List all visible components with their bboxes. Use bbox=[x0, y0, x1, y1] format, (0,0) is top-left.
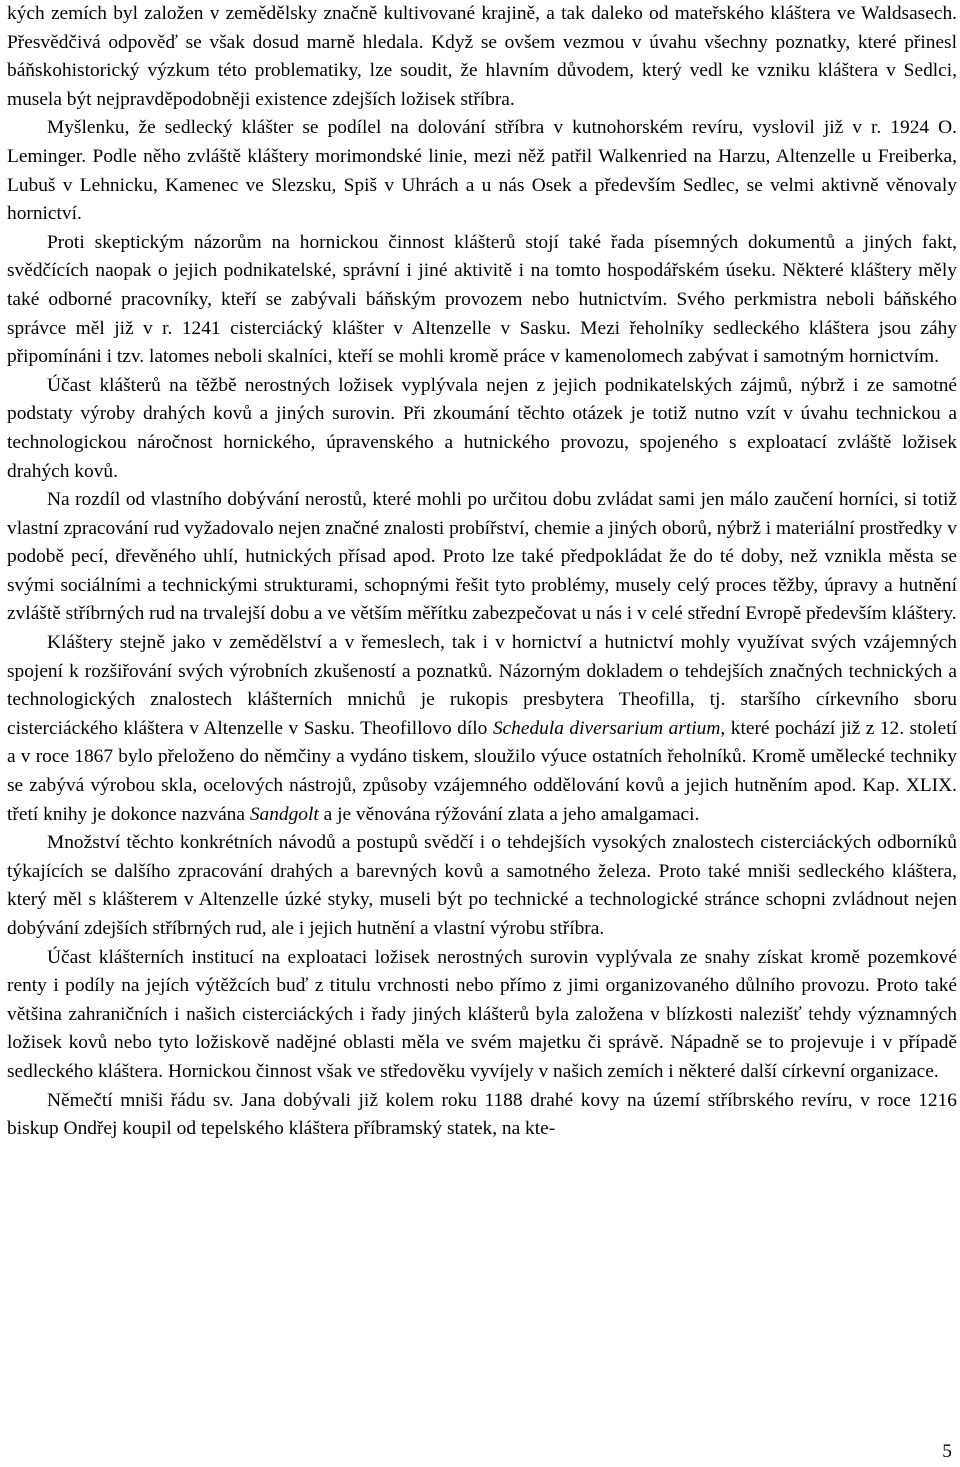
paragraph bbox=[7, 114, 957, 228]
paragraph bbox=[7, 0, 957, 114]
paragraph-text: Kláštery stejně jako v zemědělství a v řemeslech, tak i v hornictví a hutnictví mohly využívat svých vzájemných spojení k rozšiřování svých výrobních zkušeností a poznatků. Názorným dokladem o tehdejších značných technických a technologických znalostech klášterních mnichů je rukopis presbytera Theofilla, tj. staršího církevního sboru cisterciáckého kláštera v Altenzelle v Sasku. Theofillovo dílo bbox=[7, 632, 957, 739]
document-page bbox=[7, 0, 957, 1144]
paragraph-text: Proti skeptickým názorům na hornickou činnost klášterů stojí také řada písemných dokumentů a jiných fakt, svědčících naopak o jejich podnikatelské, správní i jiné aktivitě i na tomto hospodářském úseku. Některé kláštery měly také odborné pracovníky, kteří se zabývali báňským provozem nebo hutnictvím. Svého perkmistra neboli báňského správce měl již v r. 1241 cisterciácký klášter v Altenzelle v Sasku. Mezi řeholníky sedleckého kláštera jsou záhy připomínáni i tzv. latomes neboli skalníci, kteří se mohli kromě práce v kamenolomech zabývat i samotným hornictvím. bbox=[7, 231, 957, 368]
paragraph bbox=[7, 229, 957, 372]
paragraph-text: Němečtí mniši řádu sv. Jana dobývali již kolem roku 1188 drahé kovy na území stříbrského revíru, v roce 1216 biskup Ondřej koupil od tepelského kláštera příbramský statek, na kte- bbox=[7, 1089, 957, 1140]
paragraph-text: Na rozdíl od vlastního dobývání nerostů, které mohli po určitou dobu zvládat sami jen málo zaučení horníci, si totiž vlastní zpracování rud vyžadovalo nejen značné znalosti probířství, chemie a jiných oborů, nýbrž i materiální prostředky v podobě pecí, dřevěného uhlí, hutnických přísad apod. Proto lze také předpokládat že do té doby, než vznikla města se svými sociálními a technickými strukturami, schopnými řešit tyto problémy, musely celý proces těžby, úpravy a hutnění zvláště stříbrných rud na trvalejší dobu a ve větším měřítku zabezpečovat u nás i v celé střední Evropě především kláštery. bbox=[7, 489, 957, 625]
italic-title-text: Schedula diversarium artium bbox=[492, 717, 721, 739]
paragraph bbox=[7, 829, 957, 943]
paragraph bbox=[7, 629, 957, 829]
paragraph bbox=[7, 372, 957, 486]
paragraph bbox=[7, 486, 957, 629]
paragraph-text: Myšlenku, že sedlecký klášter se podílel na dolování stříbra v kutnohorském revíru, vyslovil již v r. 1924 O. Leminger. Podle něho zvláště kláštery morimondské linie, mezi něž patřil Walkenried na Harzu, Altenzelle u Freiberka, Lubuš v Lehnicku, Kamenec ve Slezsku, Spiš v Uhrách a u nás Osek a především Sedlec, se velmi aktivně věnovaly hornictví. bbox=[7, 117, 957, 225]
paragraph-text: Účast klášterních institucí na exploataci ložisek nerostných surovin vyplývala ze snahy získat kromě pozemkové renty i podíly na jejích výtěžcích buď z titulu vrchnosti nebo přímo z jimi organizovaného důlního provozu. Proto také většina zahraničních i našich cisterciáckých i řady jiných klášterů byla založena v blízkosti nalezišť tehdy významných ložisek kovů nebo tyto ložiskově nadějné oblasti měla ve svém majetku či správě. Nápadně se to projevuje i v případě sedleckého kláštera. Hornickou činnost však ve středověku vyvíjely v našich zemích i některé další církevní organizace. bbox=[7, 946, 957, 1082]
page-number: 5 bbox=[942, 1441, 952, 1462]
paragraph-text: , které pochází již z 12. století a v roce 1867 bylo přeloženo do němčiny a vydáno tiskem, sloužilo výuce ostatních řeholníků. Kromě umělecké techniky se zabývá výrobou skla, ocelových nástrojů, způsoby vzájemného oddělování kovů a jejich hutněním apod. Kap. XLIX. třetí knihy je dokonce nazvána bbox=[7, 717, 958, 825]
paragraph-text: Účast klášterů na těžbě nerostných ložisek vyplývala nejen z jejich podnikatelských zájmů, nýbrž i ze samotné podstaty výroby drahých kovů a jiných surovin. Při zkoumání těchto otázek je totiž nutno vzít v úvahu technickou a technologickou náročnost hornického, úpravenského a hutnického provozu, spojeného s exploatací zvláště ložisek drahých kovů. bbox=[7, 374, 957, 482]
italic-title-text: Sandgolt bbox=[249, 803, 319, 825]
paragraph bbox=[7, 1087, 957, 1144]
paragraph-text: kých zemích byl založen v zemědělsky značně kultivované krajině, a tak daleko od mateřského kláštera ve Waldsasech. Přesvědčivá odpověď se však dosud marně hledala. Když se ovšem vezmou v úvahu všechny poznatky, které přinesl báňskohistorický výzkum této problematiky, lze soudit, že hlavním důvodem, který vedl ke vzniku kláštera v Sedlci, musela být nejpravděpodobněji existence zdejších ložisek stříbra. bbox=[7, 3, 957, 110]
paragraph bbox=[7, 944, 957, 1087]
paragraph-text: Množství těchto konkrétních návodů a postupů svědčí i o tehdejších vysokých znalostech cisterciáckých odborníků týkajících se dalšího zpracování drahých a barevných kovů a samotného železa. Proto také mniši sedleckého kláštera, který měl s klášterem v Altenzelle úzké styky, museli být po technické a technologické stránce schopni zvládnout nejen dobývání zdejších stříbrných rud, ale i jejich hutnění a vlastní výrobu stříbra. bbox=[7, 832, 957, 939]
paragraph-text: a je věnována rýžování zlata a jeho amalgamaci. bbox=[318, 803, 700, 825]
